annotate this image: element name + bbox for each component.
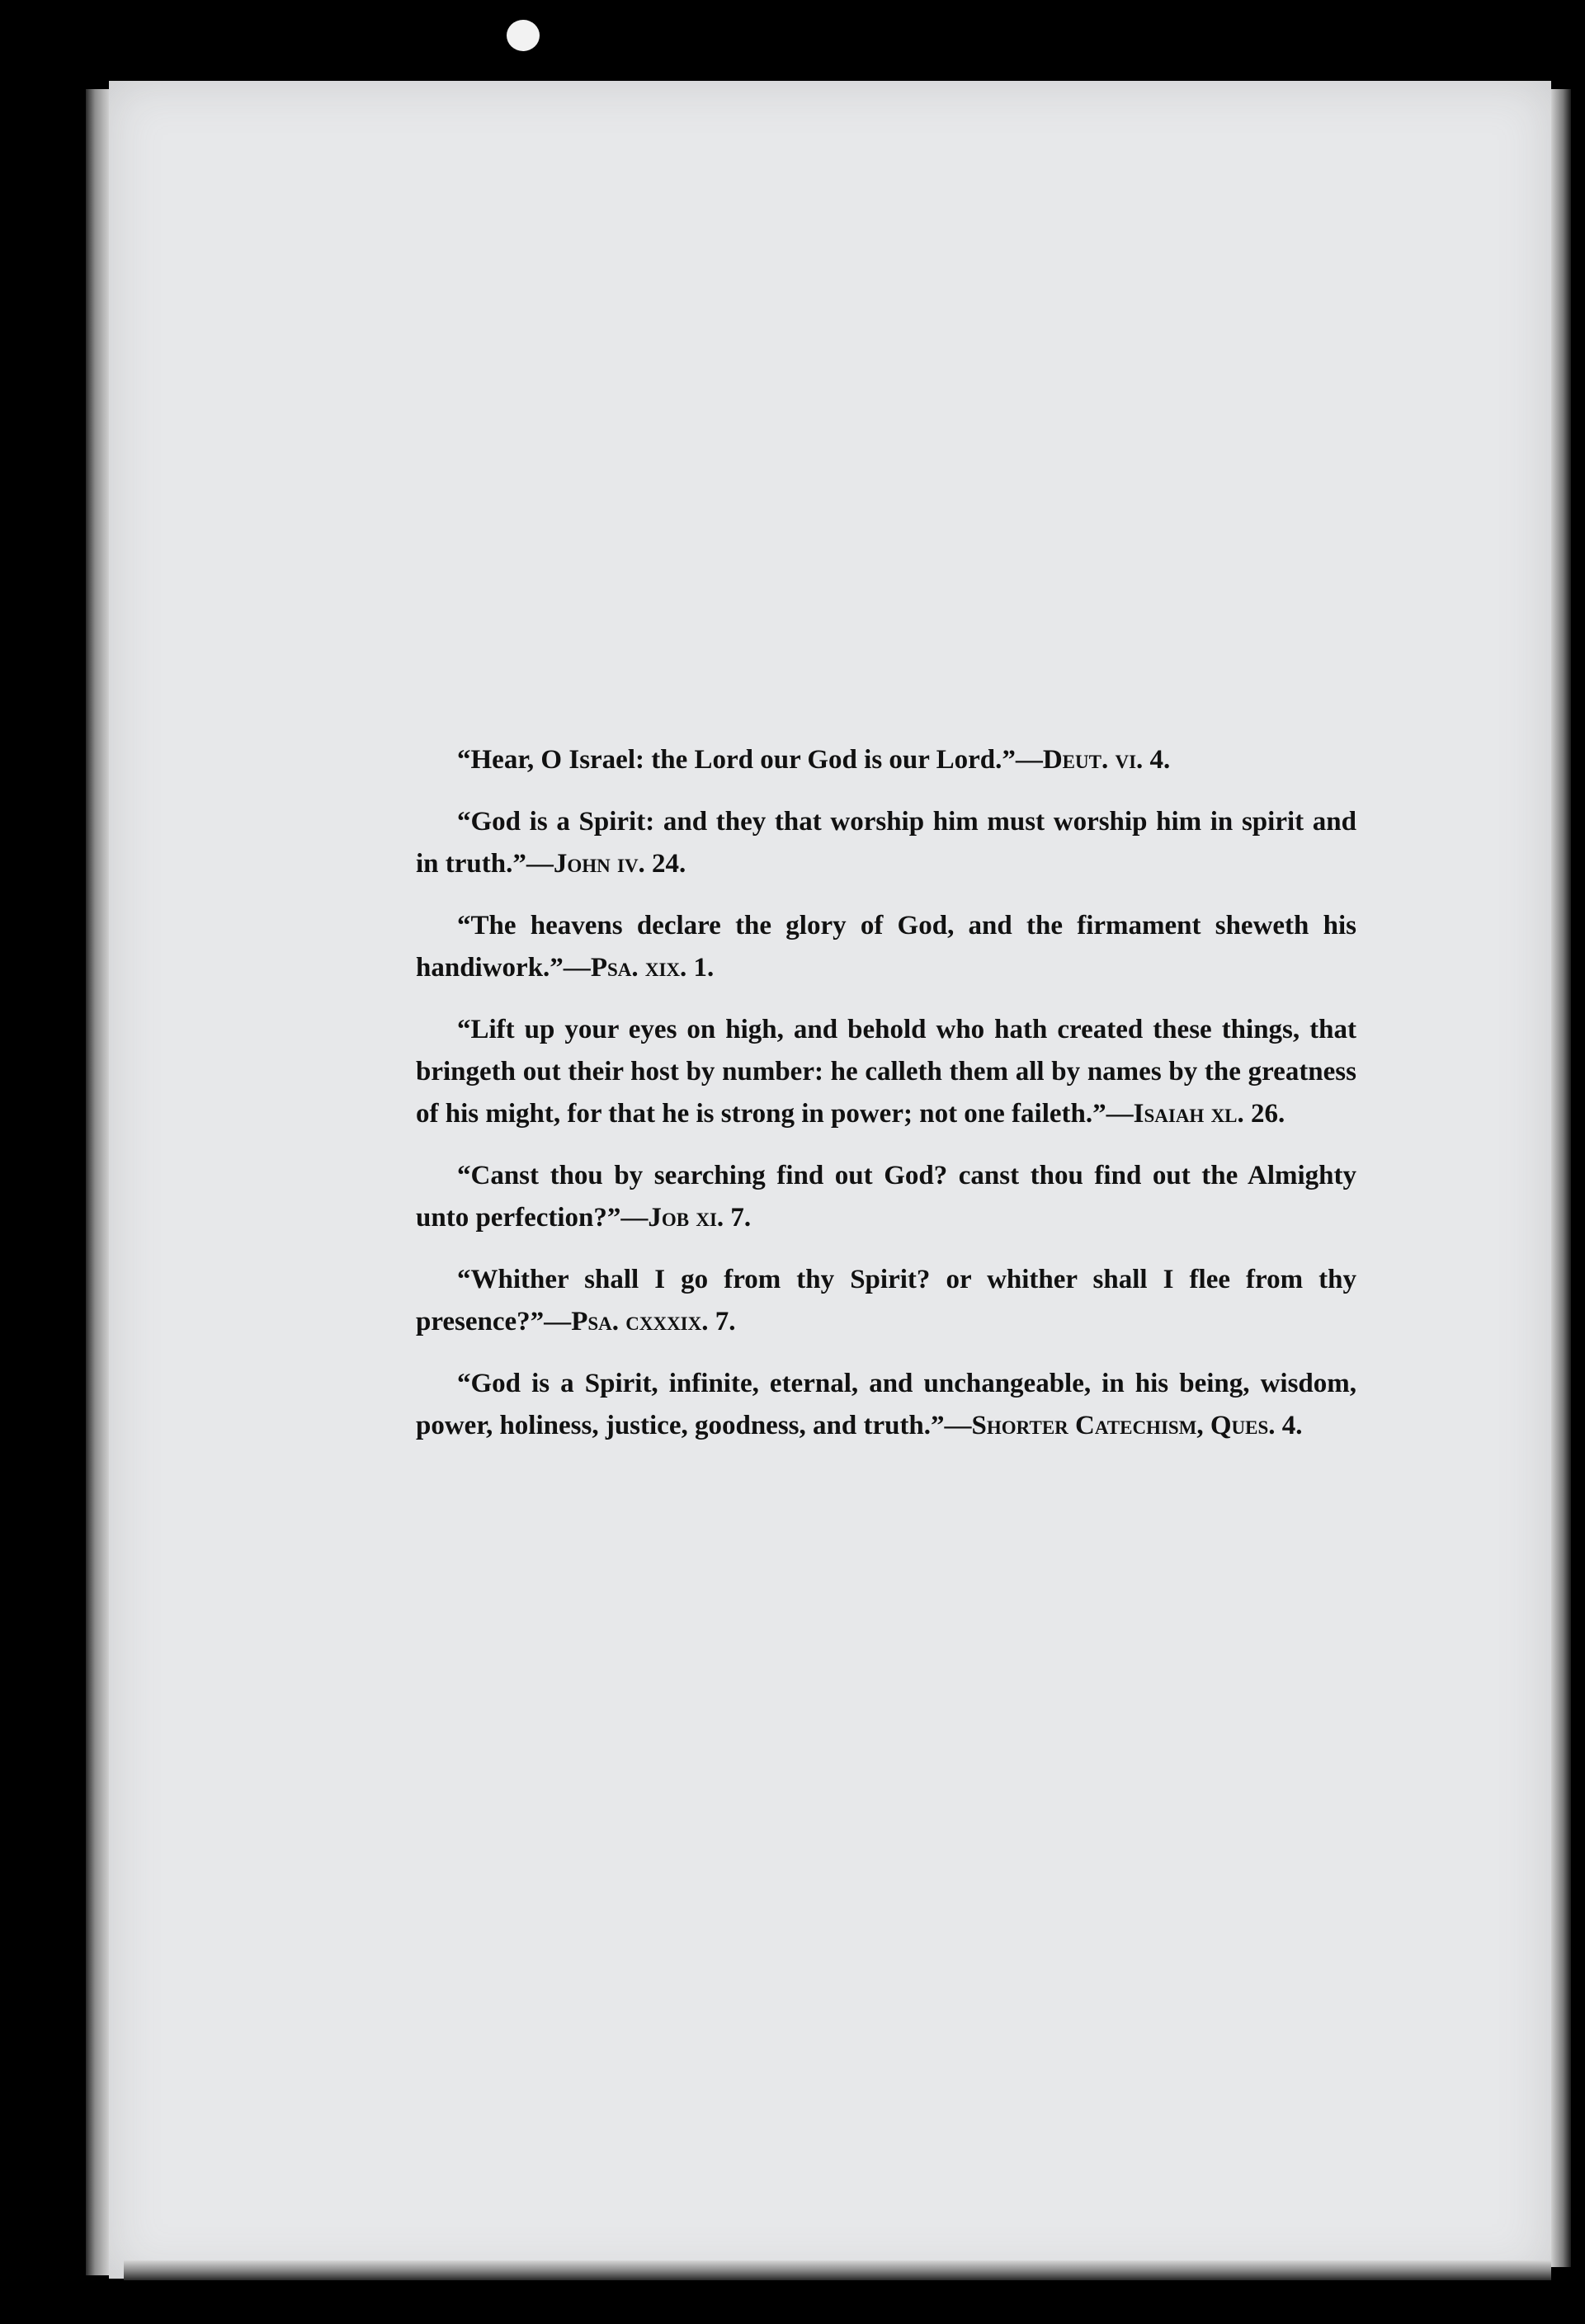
quote-text: “Lift up your eyes on high, and behold who hath created these things, that bringeth out their host by number: he calleth them all by names by the greatness of his might, for that he is strong in power; not one faileth.”— [416,1015,1356,1129]
quote-reference: Shorter Catechism, Ques. 4. [971,1411,1303,1440]
quote-job [416,1155,1356,1239]
quote-text: “Hear, O Israel: the Lord our God is our Lord.”— [457,745,1043,775]
quote-john [416,801,1356,885]
quote-text: “Whither shall I go from thy Spirit? or whither shall I flee from thy presence?”— [416,1265,1356,1336]
quote-reference: Deut. vi. 4. [1042,745,1171,775]
quote-reference: John iv. 24. [553,849,686,879]
page-left-edge [86,89,109,2275]
quote-psa-139 [416,1259,1356,1343]
quote-deut [416,739,1356,781]
quote-reference: Isaiah xl. 26. [1133,1099,1285,1129]
quote-reference: Psa. cxxxix. 7. [571,1307,736,1336]
quote-text: “Canst thou by searching find out God? canst thou find out the Almighty unto perfection?”— [416,1161,1356,1233]
quote-psa-19 [416,905,1356,989]
quote-text: “The heavens declare the glory of God, and the firmament sheweth his handiwork.”— [416,911,1356,983]
quote-catechism [416,1363,1356,1447]
binding-hole [507,20,540,51]
page-right-edge [1551,89,1571,2267]
scripture-quotes [416,739,1356,1467]
quote-reference: Job xi. 7. [648,1203,752,1233]
quote-text: “God is a Spirit, infinite, eternal, and unchangeable, in his being, wisdom, power, holiness, justice, goodness, and truth.”— [416,1369,1356,1440]
quote-reference: Psa. xix. 1. [590,953,715,983]
page-bottom-edge [124,2260,1551,2280]
quote-isaiah [416,1009,1356,1135]
quote-text: “God is a Spirit: and they that worship him must worship him in spirit and in truth.”— [416,807,1356,879]
